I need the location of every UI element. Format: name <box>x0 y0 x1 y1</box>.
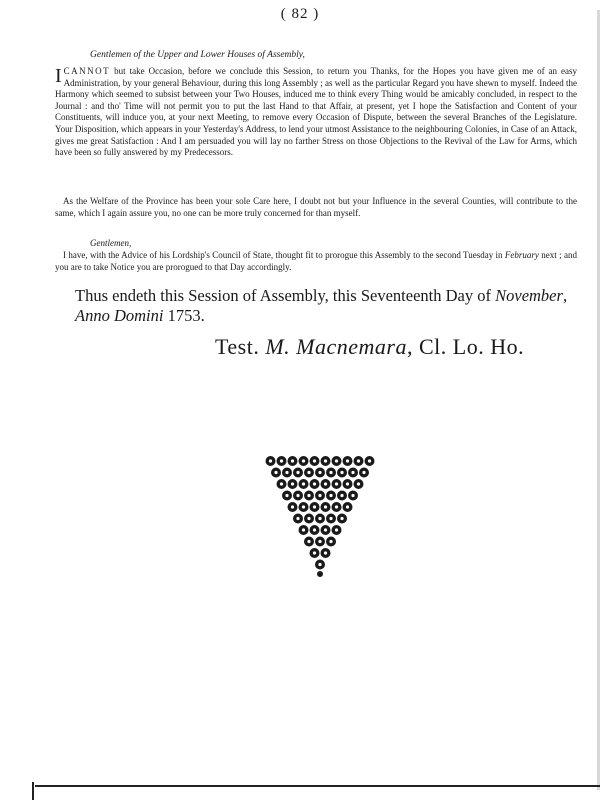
ornament-rosette-center <box>318 540 321 543</box>
ornament-rosette-center <box>346 505 349 508</box>
ornament-rosette-center <box>280 459 283 462</box>
attest-name: M. Macnemara <box>265 334 407 359</box>
closing-month: November <box>495 286 563 305</box>
closing-year: 1753. <box>163 306 205 325</box>
ornament-rosette-center <box>351 471 354 474</box>
ornament-rosette-center <box>335 482 338 485</box>
ornament-rosette-center <box>329 494 332 497</box>
drop-cap: I <box>55 65 62 87</box>
ornament-rosette-center <box>313 482 316 485</box>
ornament-rosette-center <box>318 517 321 520</box>
ornament-rosette-center <box>296 517 299 520</box>
paragraph-3-text-a: I have, with the Advice of his Lordship's Council of State, thought fit to prorogue this Assembly to the second Tuesday in <box>63 250 505 260</box>
ornament-rosette-center <box>307 471 310 474</box>
ornament-rosette-center <box>302 528 305 531</box>
ornament-rosette-center <box>357 482 360 485</box>
closing-statement <box>75 286 575 326</box>
ornament-rosette-center <box>324 459 327 462</box>
ornament-rosette-center <box>302 459 305 462</box>
salutation-2: Gentlemen, <box>90 238 132 248</box>
attestation <box>215 334 524 360</box>
ornament-rosette-center <box>280 482 283 485</box>
ornament-rosette-center <box>335 459 338 462</box>
ornament-rosette-center <box>346 459 349 462</box>
scan-edge-left <box>32 782 34 800</box>
scan-edge-bottom <box>35 785 600 787</box>
salutation: Gentlemen of the Upper and Lower Houses of Assembly, <box>90 50 305 60</box>
tailpiece-ornament-icon <box>260 455 380 580</box>
ornament-rosette-center <box>340 471 343 474</box>
ornament-rosette-center <box>362 471 365 474</box>
paragraph-3-text-b: next ; and you are to take Notice you are prorogued to that Day accordingly. <box>55 250 577 272</box>
ornament-rosette-center <box>285 471 288 474</box>
ornament-rosette-center <box>340 494 343 497</box>
ornament-rosette-center <box>346 482 349 485</box>
ornament-rosette-center <box>329 540 332 543</box>
ornament-rosette-center <box>357 459 360 462</box>
page-number: ( 82 ) <box>280 6 320 22</box>
ornament-rosette-center <box>307 517 310 520</box>
ornament-rosette-center <box>324 551 327 554</box>
ornament-rosette-center <box>285 494 288 497</box>
paragraph-3 <box>55 250 577 273</box>
closing-anno: Anno Domini <box>75 306 164 325</box>
ornament-rosette-center <box>313 505 316 508</box>
ornament-rosette-center <box>324 528 327 531</box>
ornament-rosette-center <box>269 459 272 462</box>
ornament-rosette-center <box>329 517 332 520</box>
ornament-tail-dot <box>317 571 323 577</box>
ornament-rosette-center <box>335 528 338 531</box>
opening-caps: CANNOT <box>63 66 111 76</box>
ornament-rosette-center <box>329 471 332 474</box>
paragraph-2: As the Welfare of the Province has been your sole Care here, I doubt not but your Influence in the several Counties, will contribute to the same, which I again assure you, no one can be more truly concerned for than myself. <box>55 196 577 218</box>
ornament-rosette-center <box>324 482 327 485</box>
ornament-rosette-center <box>335 505 338 508</box>
ornament-rosette-center <box>318 471 321 474</box>
paragraph-1 <box>55 66 577 159</box>
ornament-rosette-center <box>318 494 321 497</box>
ornament-rosette-center <box>340 517 343 520</box>
attest-title: , Cl. Lo. Ho. <box>406 334 525 359</box>
paragraph-1-text: but take Occasion, before we conclude this Session, to return you Thanks, for the Hopes you have given me of an easy Administration, by your general Behaviour, during this long Assembly ; as well as the particular Regard you have shewn to myself. Indeed the Harmony which seemed to subsist between your Two Houses, induced me to think every Thing would be amicably concluded, in respect to the Journal : and tho' Time will not permit you to put the last Hand to that Affair, at present, yet I hope the Satisfaction and Content of your Constituents, will induce you, at your next Meeting, to remove every Occasion of Dispute, between the several Branches of the Legislature. Your Disposition, which appears in your Yesterday's Address, to lend your utmost Assistance to the neighbouring Colonies, in Case of an Attack, gives me great Satisfaction : And I am persuaded you will lay no farther Stress on those Objections to the Revival of the Law for Arms, which have been so fully answered by my Predecessors. <box>55 66 577 158</box>
ornament-rosette-center <box>307 540 310 543</box>
ornament-rosette-center <box>302 505 305 508</box>
ornament-rosette-center <box>313 459 316 462</box>
attest-prefix: Test. <box>215 334 266 359</box>
ornament-rosette-center <box>313 551 316 554</box>
ornament-rosette-center <box>302 482 305 485</box>
ornament-rosette-center <box>351 494 354 497</box>
ornament-rosette-center <box>318 563 321 566</box>
closing-text-b: , <box>562 286 568 305</box>
ornament-rosette-center <box>368 459 371 462</box>
ornament-rosette-center <box>313 528 316 531</box>
closing-text-a: Thus endeth this Session of Assembly, this Seventeenth Day of <box>75 286 496 305</box>
paragraph-3-month: February <box>504 250 539 260</box>
ornament-rosette-center <box>291 482 294 485</box>
ornament-rosette-center <box>274 471 277 474</box>
ornament-rosette-center <box>307 494 310 497</box>
ornament-rosette-center <box>296 494 299 497</box>
ornament-rosette-center <box>296 471 299 474</box>
ornament-rosette-center <box>324 505 327 508</box>
ornament-rosette-center <box>291 505 294 508</box>
ornament-rosette-center <box>291 459 294 462</box>
